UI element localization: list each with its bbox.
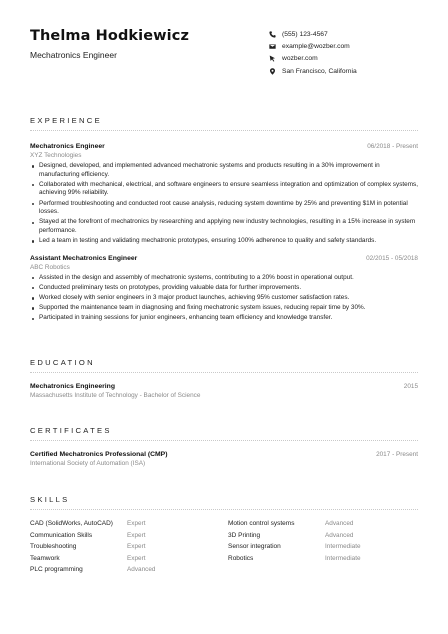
certificate-header [30, 451, 418, 458]
skill-name: Motion control systems [228, 520, 295, 527]
phone-icon [269, 31, 276, 38]
section-divider [30, 130, 418, 131]
certificate-entry [30, 451, 418, 467]
contact-location-text: San Francisco, California [282, 67, 357, 75]
cursor-icon [269, 55, 276, 62]
contact-email-text[interactable]: example@wozber.com [282, 42, 350, 50]
job-header [30, 143, 418, 150]
job-title: Assistant Mechatronics Engineer [30, 254, 138, 262]
experience-section [30, 116, 418, 325]
skill-name: Troubleshooting [30, 543, 77, 551]
education-entry [30, 383, 418, 399]
skill-name: Teamwork [30, 554, 60, 562]
skill-level: Intermediate [325, 543, 361, 551]
skill-name: Communication Skills [30, 531, 93, 539]
list-item: Supported the maintenance team in diagnosing and fixing mechatronic system issues, reducing repair time by 30%. [30, 304, 418, 313]
list-item: Assisted in the design and assembly of mechatronic systems, contributing to a 20% boost in operational output. [30, 274, 418, 283]
skill-level: Expert [127, 520, 146, 527]
skill-level: Expert [127, 543, 146, 551]
section-title: CERTIFICATES [30, 426, 112, 435]
graduation-year: 2015 [403, 383, 418, 390]
skill-name: PLC programming [30, 566, 83, 574]
job-date: 06/2018 - Present [367, 143, 418, 150]
skills-grid [30, 520, 418, 573]
map-pin-icon [269, 68, 276, 75]
job-company: XYZ Technologies [30, 152, 82, 159]
job-entry [30, 255, 418, 323]
skills-section [30, 495, 418, 573]
job-title: Mechatronics Engineer [30, 143, 105, 150]
envelope-icon [269, 43, 276, 50]
candidate-name: Thelma Hodkiewicz [30, 28, 189, 44]
certificate-date: 2017 - Present [376, 451, 418, 458]
skill-level: Advanced [325, 520, 354, 527]
job-entry [30, 143, 418, 246]
job-bullets [30, 274, 418, 323]
job-header [30, 255, 418, 262]
contact-block [269, 28, 429, 77]
degree-title: Mechatronics Engineering [30, 383, 115, 390]
list-item: Performed troubleshooting and conducted root cause analysis, reducing system downtime by 25% and preventing $1M in potential losses. [30, 200, 418, 217]
certificate-name: Certified Mechatronics Professional (CMP) [30, 451, 168, 458]
list-item: Worked closely with senior engineers in 3 major product launches, achieving 95% customer satisfaction rates. [30, 294, 418, 303]
list-item: Participated in training sessions for junior engineers, enhancing team efficiency and knowledge transfer. [30, 314, 418, 323]
list-item: Collaborated with mechanical, electrical, and software engineers to ensure seamless integration and optimization of complex systems, achieving 99% reliability. [30, 181, 418, 198]
list-item: Designed, developed, and implemented advanced mechatronic systems and products resulting in a 30% improvement in manufacturing efficiency. [30, 162, 418, 179]
candidate-role: Mechatronics Engineer [30, 50, 117, 60]
contact-website-text[interactable]: wozber.com [282, 55, 318, 63]
contact-phone [269, 28, 429, 40]
list-item: Stayed at the forefront of mechatronics by researching and applying new industry technologies, resulting in a 15% increase in system performance. [30, 218, 418, 235]
skill-name: 3D Printing [228, 531, 261, 539]
education-detail: Massachusetts Institute of Technology - Bachelor of Science [30, 392, 201, 399]
contact-location [269, 65, 429, 77]
skill-name: CAD (SolidWorks, AutoCAD) [30, 520, 113, 527]
skill-level: Expert [127, 531, 146, 539]
skill-name: Sensor integration [228, 543, 281, 551]
skill-level: Expert [127, 554, 146, 562]
section-divider [30, 509, 418, 510]
job-date: 02/2015 - 05/2018 [366, 254, 418, 262]
skill-level: Advanced [127, 566, 156, 574]
section-title: EDUCATION [30, 358, 95, 367]
contact-email [269, 40, 429, 52]
list-item: Led a team in testing and validating mechatronic prototypes, ensuring 100% adherence to quality and safety standards. [30, 237, 418, 246]
job-company: ABC Robotics [30, 263, 70, 271]
education-header [30, 383, 418, 390]
certificate-issuer: International Society of Automation (ISA) [30, 460, 146, 467]
skill-level: Advanced [325, 531, 354, 539]
list-item: Conducted preliminary tests on prototypes, providing valuable data for further improvements. [30, 284, 418, 293]
certificates-section [30, 426, 418, 467]
education-section [30, 358, 418, 399]
section-title: SKILLS [30, 495, 70, 504]
skill-name: Robotics [228, 554, 254, 562]
section-divider [30, 440, 418, 441]
contact-website [269, 53, 429, 65]
section-title: EXPERIENCE [30, 116, 102, 125]
contact-phone-text[interactable]: (555) 123-4567 [282, 30, 328, 38]
section-divider [30, 372, 418, 373]
skill-level: Intermediate [325, 554, 361, 562]
job-bullets [30, 162, 418, 246]
